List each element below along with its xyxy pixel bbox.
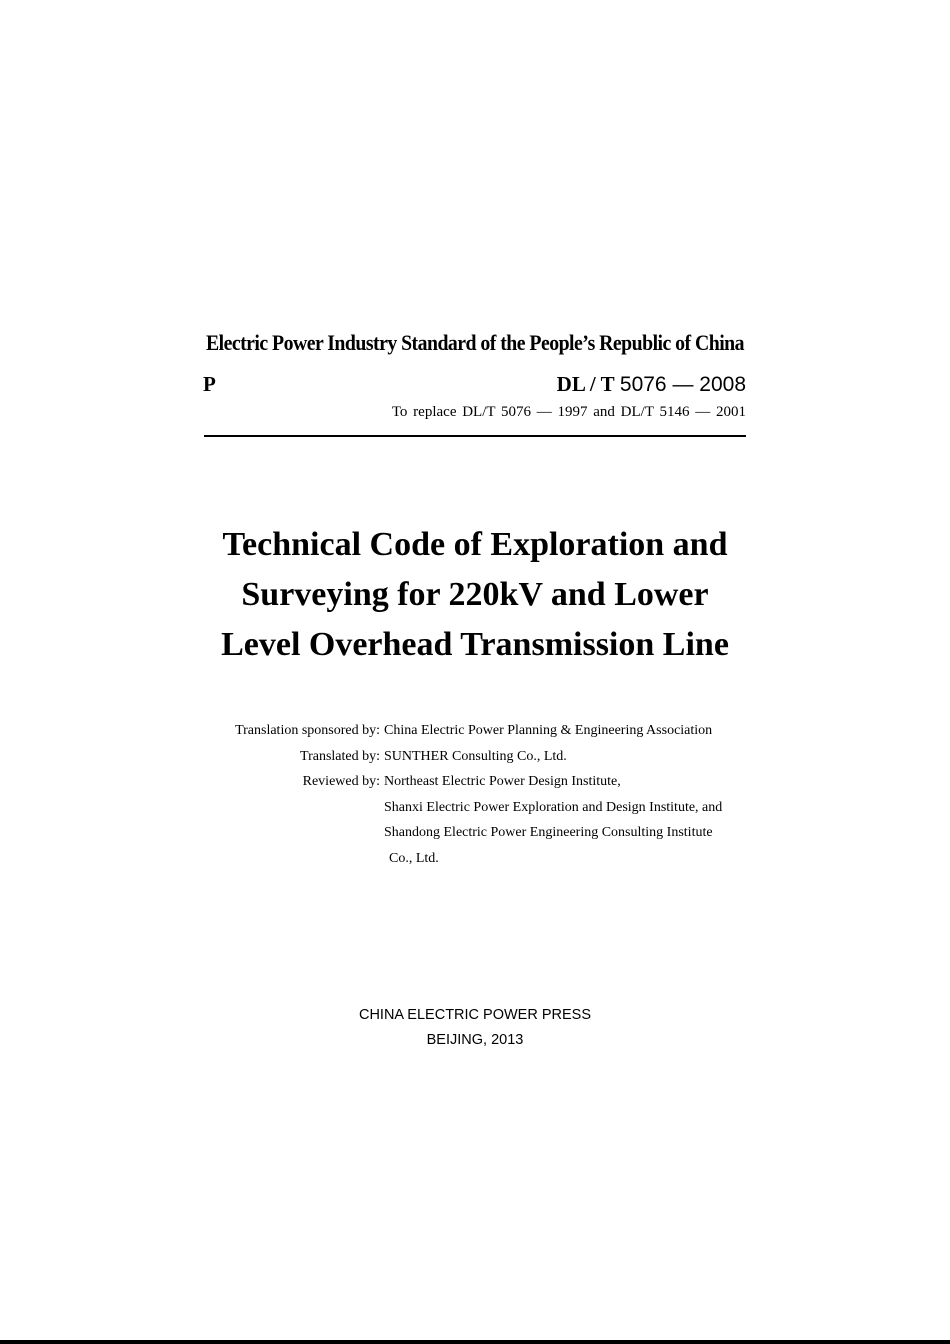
credit-reviewed-cont [0, 820, 950, 846]
title-line: Level Overhead Transmission Line [221, 626, 729, 663]
credit-label: Reviewed by: [302, 774, 380, 789]
header-divider [204, 435, 746, 437]
document-title [0, 520, 950, 670]
publisher-block [0, 1003, 950, 1053]
credit-value: Co., Ltd. [389, 850, 439, 866]
credit-value: China Electric Power Planning & Engineering Association [384, 723, 713, 738]
credit-label: Translated by: [300, 748, 380, 764]
publisher-name: CHINA ELECTRIC POWER PRESS [358, 1007, 592, 1023]
replaces-note: To replace DL/T 5076 — 1997 and DL/T 5146 — 2001 [391, 404, 746, 420]
credit-value: SUNTHER Consulting Co., Ltd. [384, 748, 567, 764]
credits-block [0, 718, 950, 871]
title-line: Surveying for 220kV and Lower [241, 576, 709, 613]
credit-label: Translation sponsored by: [235, 723, 380, 738]
title-line: Technical Code of Exploration and [222, 526, 728, 563]
page-bottom-border [0, 1340, 950, 1344]
credit-sponsored [0, 718, 950, 744]
credit-translated [0, 744, 950, 770]
credit-reviewed-cont [0, 846, 950, 872]
credit-value: Northeast Electric Power Design Institute, [384, 774, 621, 789]
standard-prefix: DL / T [556, 372, 615, 396]
classification-code: P [203, 372, 216, 396]
credit-reviewed-cont [0, 795, 950, 821]
standard-number [557, 372, 746, 397]
industry-standard-title: Electric Power Industry Standard of the People’s Republic of China [205, 330, 745, 355]
credit-reviewed [0, 769, 950, 795]
credit-value: Shandong Electric Power Engineering Consulting Institute [384, 825, 713, 840]
publisher-place-year: BEIJING, 2013 [426, 1032, 524, 1048]
credit-value: Shanxi Electric Power Exploration and Design Institute, and [384, 799, 723, 815]
standard-number-value: 5076 — 2008 [619, 373, 746, 396]
